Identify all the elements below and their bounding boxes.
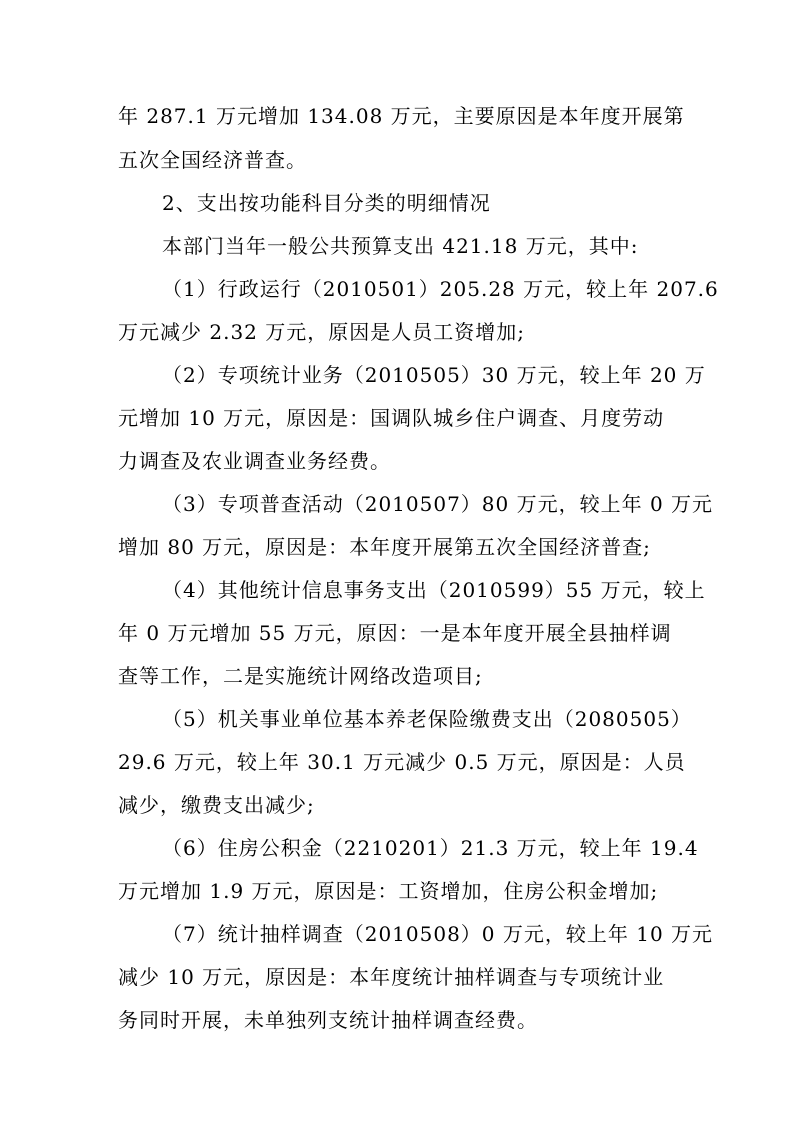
text-line: 年 0 万元增加 55 万元，原因：一是本年度开展全县抽样调	[118, 621, 672, 645]
text-line: 力调查及农业调查业务经费。	[118, 449, 391, 473]
text-line: 务同时开展，未单独列支统计抽样调查经费。	[118, 1008, 538, 1032]
text-line: 查等工作，二是实施统计网络改造项目;	[118, 664, 483, 688]
text-line: （3）专项普查活动（2010507）80 万元，较上年 0 万元	[162, 492, 714, 516]
text-line: 29.6 万元，较上年 30.1 万元减少 0.5 万元，原因是：人员	[118, 750, 686, 774]
text-line: （6）住房公积金（2210201）21.3 万元，较上年 19.4	[162, 836, 699, 860]
text-line: 万元增加 1.9 万元，原因是：工资增加，住房公积金增加;	[118, 879, 659, 903]
text-line: 万元减少 2.32 万元，原因是人员工资增加;	[118, 320, 525, 344]
section-heading: 2、支出按功能科目分类的明细情况	[162, 191, 491, 215]
text-line: 减少 10 万元，原因是：本年度统计抽样调查与专项统计业	[118, 965, 665, 989]
text-line: （1）行政运行（2010501）205.28 万元，较上年 207.6	[162, 277, 719, 301]
text-line: （4）其他统计信息事务支出（2010599）55 万元，较上	[162, 578, 706, 602]
text-line: 元增加 10 万元，原因是：国调队城乡住户调查、月度劳动	[118, 406, 665, 430]
text-line: 减少，缴费支出减少;	[118, 793, 315, 817]
text-line: （7）统计抽样调查（2010508）0 万元，较上年 10 万元	[162, 922, 714, 946]
text-line: 本部门当年一般公共预算支出 421.18 万元，其中:	[162, 234, 639, 258]
text-line: （2）专项统计业务（2010505）30 万元，较上年 20 万	[162, 363, 706, 387]
text-line: 增加 80 万元，原因是：本年度开展第五次全国经济普查;	[118, 535, 651, 559]
text-line: 年 287.1 万元增加 134.08 万元，主要原因是本年度开展第	[118, 104, 685, 128]
text-line: （5）机关事业单位基本养老保险缴费支出（2080505）	[162, 707, 692, 731]
text-line: 五次全国经济普查。	[118, 148, 307, 172]
